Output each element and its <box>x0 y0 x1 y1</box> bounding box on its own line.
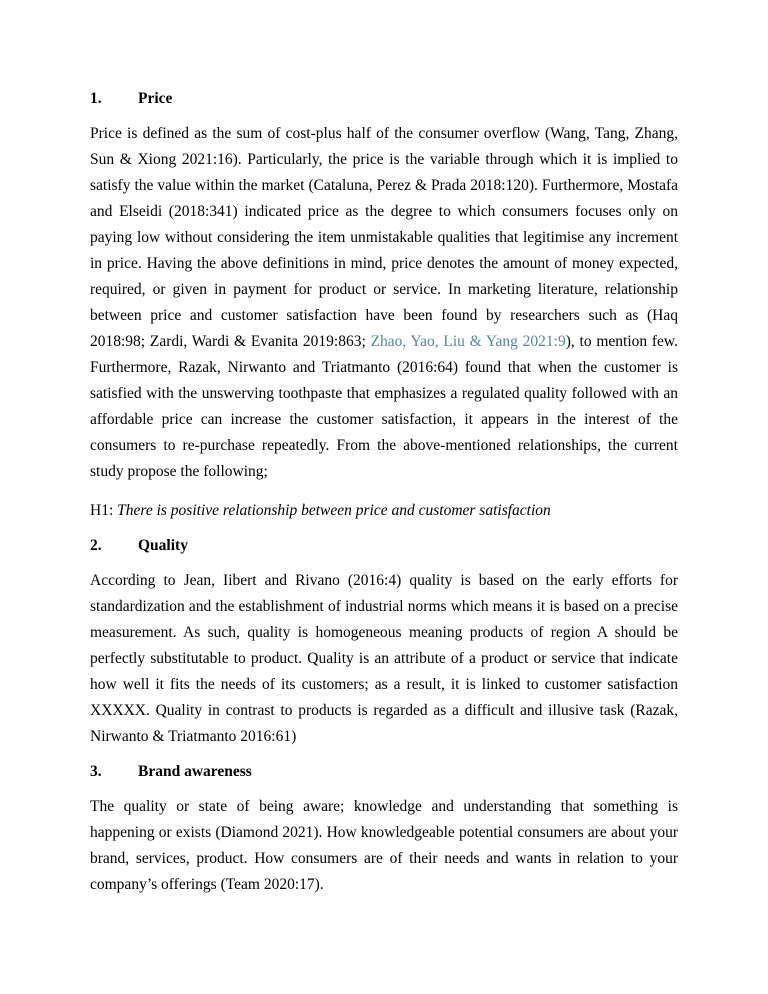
citation-highlighted-text: Zhao, Yao, Liu & Yang 2021:9 <box>370 333 566 350</box>
section-title: Brand awareness <box>138 763 252 780</box>
text-run: Price is defined as the sum of cost-plus half of the consumer overflow (Wang, Tang, Zhang, Sun & Xiong 2021:16). Particularly, the price is the variable through which it is implied to satisfy the value within the market (Cataluna, Perez & Prada 2018:120). Furthermore, Mostafa and Elseidi (2018:341) indicated price as the degree to which consumers focuses only on paying low without considering the item unmistakable qualities that legitimise any increment in price. Having the above definitions in mind, price denotes the amount of money expected, required, or given in payment for product or service. In marketing literature, relationship between price and customer satisfaction have been found by researchers such as (Haq 2018:98; Zardi, Wardi & Evanita 2019:863; <box>90 125 678 350</box>
section-title: Price <box>138 90 173 107</box>
section-number: 3. <box>90 763 102 780</box>
italic-text: There is positive relationship between price and customer satisfaction <box>117 502 551 519</box>
section-number: 2. <box>90 537 102 554</box>
text-run: According to Jean, Iibert and Rivano (2016:4) quality is based on the early efforts for standardization and the establishment of industrial norms which means it is based on a precise measurement. As such, quality is homogeneous meaning products of region A should be perfectly substitutable to product. Quality is an attribute of a product or service that indicate how well it fits the needs of its customers; as a result, it is linked to customer satisfaction XXXXX. Quality in contrast to products is regarded as a difficult and illusive task (Razak, Nirwanto & Triatmanto 2016:61) <box>90 572 678 745</box>
text-run: H1: <box>90 502 118 519</box>
text-run: The quality or state of being aware; knowledge and understanding that something is happening or exists (Diamond 2021). How knowledgeable potential consumers are about your brand, services, product. How consumers are of their needs and wants in relation to your company’s offerings (Team 2020:17). <box>90 798 678 893</box>
hypothesis-line-h1 <box>90 498 678 524</box>
text-run: ), to mention few. Furthermore, Razak, Nirwanto and Triatmanto (2016:64) found that when the customer is satisfied with the unswerving toothpaste that emphasizes a regulated quality followed with an affordable price can increase the customer satisfaction, it appears in the interest of the consumers to re-purchase repeatedly. From the above-mentioned relationships, the current study propose the following; <box>90 333 678 480</box>
section-heading-price <box>90 90 678 108</box>
section-price <box>90 90 678 524</box>
section-number: 1. <box>90 90 102 107</box>
section-title: Quality <box>138 537 188 554</box>
section-heading-brand-awareness <box>90 763 678 781</box>
paragraph-price-body <box>90 121 678 485</box>
section-brand-awareness <box>90 763 678 898</box>
paragraph-quality-body <box>90 568 678 750</box>
paragraph-brand-awareness-body <box>90 794 678 898</box>
section-quality <box>90 537 678 750</box>
section-heading-quality <box>90 537 678 555</box>
